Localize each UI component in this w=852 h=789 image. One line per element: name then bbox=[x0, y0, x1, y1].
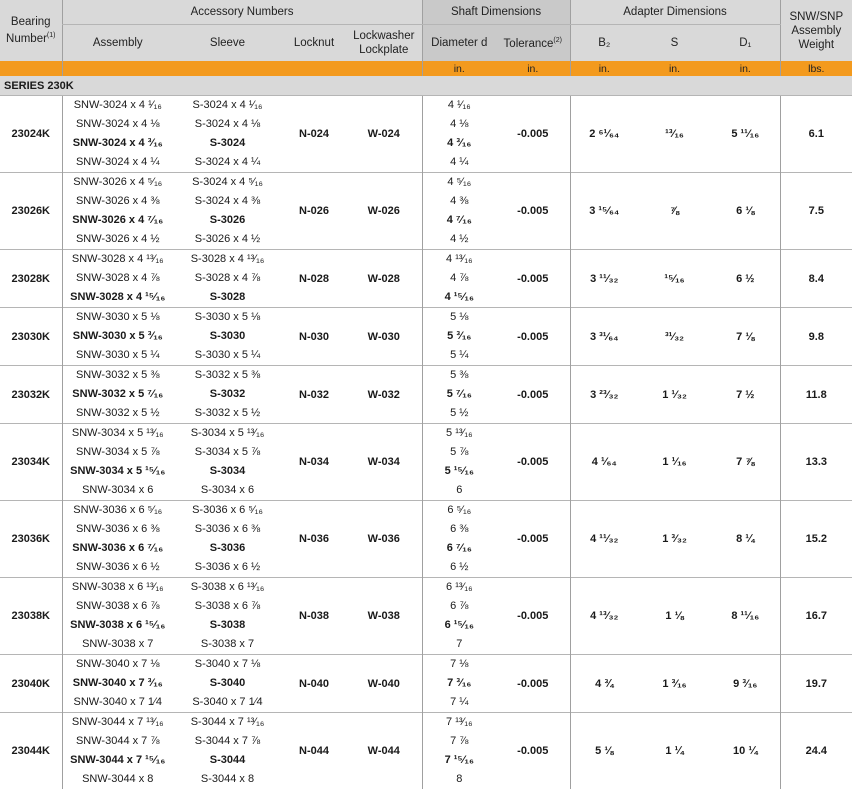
sleeve-cell bbox=[173, 173, 282, 250]
tolerance-cell: -0.005 bbox=[496, 424, 570, 501]
assembly-cell-line: SNW-3032 x 5 ⁷⁄₁₆ bbox=[63, 385, 174, 404]
d1-cell: 7 ⅞ bbox=[711, 424, 780, 501]
diameter-cell-line: 6 bbox=[423, 481, 497, 500]
sleeve-cell-line: S-3044 x 8 bbox=[173, 770, 282, 789]
diameter-cell bbox=[422, 173, 496, 250]
d1-header: D₁ bbox=[711, 25, 780, 62]
weight-cell: 6.1 bbox=[780, 96, 852, 173]
s-cell: 1 ¹⁄₁₆ bbox=[638, 424, 711, 501]
s-cell: 1 ³⁄₃₂ bbox=[638, 501, 711, 578]
sleeve-cell-line: S-3038 x 7 bbox=[173, 635, 282, 654]
assembly-cell-line: SNW-3028 x 4 ¹⁵⁄₁₆ bbox=[63, 288, 174, 307]
table-row bbox=[0, 366, 852, 424]
weight-cell: 15.2 bbox=[780, 501, 852, 578]
assembly-cell-line: SNW-3036 x 6 ½ bbox=[63, 558, 174, 577]
table-row bbox=[0, 308, 852, 366]
b2-cell: 3 ¹⁵⁄₆₄ bbox=[570, 173, 638, 250]
assembly-cell-line: SNW-3034 x 5 ¹³⁄₁₆ bbox=[63, 424, 174, 443]
tolerance-cell: -0.005 bbox=[496, 655, 570, 713]
diameter-cell-line: 6 ⅞ bbox=[423, 597, 497, 616]
diameter-cell-line: 6 ⅜ bbox=[423, 520, 497, 539]
locknut-cell: N-030 bbox=[282, 308, 346, 366]
locknut-cell: N-026 bbox=[282, 173, 346, 250]
diameter-cell-line: 4 ¼ bbox=[423, 153, 497, 172]
lockwasher-cell: W-024 bbox=[346, 96, 422, 173]
diameter-cell bbox=[422, 308, 496, 366]
lockwasher-header: Lockwasher Lockplate bbox=[346, 25, 422, 62]
diameter-cell-line: 7 ⅞ bbox=[423, 732, 497, 751]
assembly-cell bbox=[62, 501, 173, 578]
weight-cell: 13.3 bbox=[780, 424, 852, 501]
locknut-cell: N-028 bbox=[282, 250, 346, 308]
d1-cell: 6 ⅛ bbox=[711, 173, 780, 250]
locknut-cell: N-024 bbox=[282, 96, 346, 173]
sleeve-cell-line: S-3030 x 5 ¼ bbox=[173, 346, 282, 365]
assembly-cell-line: SNW-3040 x 7 ³⁄₁₆ bbox=[63, 674, 174, 693]
assembly-cell-line: SNW-3024 x 4 ⅛ bbox=[63, 115, 174, 134]
sleeve-cell-line: S-3036 x 6 ⅜ bbox=[173, 520, 282, 539]
assembly-cell-line: SNW-3036 x 6 ⁷⁄₁₆ bbox=[63, 539, 174, 558]
assembly-cell-line: SNW-3024 x 4 ¼ bbox=[63, 153, 174, 172]
sleeve-cell-line: S-3028 bbox=[173, 288, 282, 307]
assembly-cell bbox=[62, 578, 173, 655]
weight-cell: 8.4 bbox=[780, 250, 852, 308]
sleeve-cell bbox=[173, 308, 282, 366]
sleeve-cell-line: S-3024 x 4 ⅜ bbox=[173, 192, 282, 211]
s-cell: 1 ⅛ bbox=[638, 578, 711, 655]
unit-s: in. bbox=[638, 61, 711, 76]
bearing-number-cell: 23034K bbox=[0, 424, 62, 501]
diameter-cell-line: 5 ³⁄₁₆ bbox=[423, 327, 497, 346]
b2-cell: 3 ²³⁄₃₂ bbox=[570, 366, 638, 424]
diameter-cell-line: 6 ⁷⁄₁₆ bbox=[423, 539, 497, 558]
diameter-cell-line: 7 ¼ bbox=[423, 693, 497, 712]
weight-cell: 24.4 bbox=[780, 713, 852, 789]
sleeve-cell-line: S-3024 x 4 ¼ bbox=[173, 153, 282, 172]
diameter-cell-line: 5 ½ bbox=[423, 404, 497, 423]
table-row bbox=[0, 713, 852, 789]
sleeve-cell-line: S-3044 bbox=[173, 751, 282, 770]
b2-cell: 4 ¹⁄₆₄ bbox=[570, 424, 638, 501]
weight-cell: 7.5 bbox=[780, 173, 852, 250]
sleeve-cell bbox=[173, 424, 282, 501]
sleeve-header: Sleeve bbox=[173, 25, 282, 62]
diameter-cell-line: 4 ⅜ bbox=[423, 192, 497, 211]
unit-weight: lbs. bbox=[780, 61, 852, 76]
assembly-cell-line: SNW-3024 x 4 ³⁄₁₆ bbox=[63, 134, 174, 153]
d1-cell: 5 ¹¹⁄₁₆ bbox=[711, 96, 780, 173]
sleeve-cell-line: S-3024 x 4 ¹⁄₁₆ bbox=[173, 96, 282, 115]
diameter-cell-line: 4 ⁷⁄₁₆ bbox=[423, 211, 497, 230]
sleeve-cell-line: S-3028 x 4 ⅞ bbox=[173, 269, 282, 288]
sleeve-cell-line: S-3034 bbox=[173, 462, 282, 481]
sleeve-cell-line: S-3032 bbox=[173, 385, 282, 404]
sleeve-cell bbox=[173, 713, 282, 789]
lockwasher-cell: W-026 bbox=[346, 173, 422, 250]
diameter-cell-line: 5 ¹³⁄₁₆ bbox=[423, 424, 497, 443]
d1-cell: 6 ½ bbox=[711, 250, 780, 308]
sleeve-cell-line: S-3040 x 7 ⅛ bbox=[173, 655, 282, 674]
tolerance-cell: -0.005 bbox=[496, 366, 570, 424]
s-cell: ¹⁵⁄₁₆ bbox=[638, 250, 711, 308]
assembly-cell-line: SNW-3034 x 6 bbox=[63, 481, 174, 500]
tolerance-cell: -0.005 bbox=[496, 173, 570, 250]
lockwasher-cell: W-036 bbox=[346, 501, 422, 578]
sleeve-cell-line: S-3036 x 6 ½ bbox=[173, 558, 282, 577]
diameter-cell-line: 8 bbox=[423, 770, 497, 789]
assembly-cell bbox=[62, 655, 173, 713]
bearing-number-cell: 23024K bbox=[0, 96, 62, 173]
assembly-cell-line: SNW-3034 x 5 ⅞ bbox=[63, 443, 174, 462]
bearing-number-cell: 23026K bbox=[0, 173, 62, 250]
diameter-cell-line: 4 ½ bbox=[423, 230, 497, 249]
tolerance-cell: -0.005 bbox=[496, 250, 570, 308]
diameter-cell-line: 5 ¹⁵⁄₁₆ bbox=[423, 462, 497, 481]
diameter-cell-line: 7 ⅛ bbox=[423, 655, 497, 674]
sleeve-cell bbox=[173, 366, 282, 424]
assembly-cell-line: SNW-3028 x 4 ¹³⁄₁₆ bbox=[63, 250, 174, 269]
locknut-cell: N-036 bbox=[282, 501, 346, 578]
accessory-numbers-header: Accessory Numbers bbox=[62, 0, 422, 25]
s-cell: 1 ¼ bbox=[638, 713, 711, 789]
locknut-cell: N-032 bbox=[282, 366, 346, 424]
sleeve-cell-line: S-3036 x 6 ⁵⁄₁₆ bbox=[173, 501, 282, 520]
sleeve-cell-line: S-3034 x 6 bbox=[173, 481, 282, 500]
assembly-cell-line: SNW-3030 x 5 ⅛ bbox=[63, 308, 174, 327]
diameter-cell-line: 6 ⁵⁄₁₆ bbox=[423, 501, 497, 520]
locknut-cell: N-044 bbox=[282, 713, 346, 789]
table-row bbox=[0, 96, 852, 173]
locknut-cell: N-040 bbox=[282, 655, 346, 713]
assembly-cell-line: SNW-3032 x 5 ½ bbox=[63, 404, 174, 423]
assembly-cell-line: SNW-3038 x 6 ¹⁵⁄₁₆ bbox=[63, 616, 174, 635]
s-header: S bbox=[638, 25, 711, 62]
shaft-dimensions-header: Shaft Dimensions bbox=[422, 0, 570, 25]
assembly-cell-line: SNW-3036 x 6 ⁵⁄₁₆ bbox=[63, 501, 174, 520]
bearing-number-cell: 23044K bbox=[0, 713, 62, 789]
diameter-cell bbox=[422, 96, 496, 173]
diameter-cell-line: 4 ³⁄₁₆ bbox=[423, 134, 497, 153]
weight-cell: 11.8 bbox=[780, 366, 852, 424]
table-row bbox=[0, 173, 852, 250]
unit-b2: in. bbox=[570, 61, 638, 76]
units-row bbox=[0, 61, 852, 76]
assembly-cell-line: SNW-3030 x 5 ³⁄₁₆ bbox=[63, 327, 174, 346]
assembly-cell-line: SNW-3026 x 4 ⁷⁄₁₆ bbox=[63, 211, 174, 230]
table-row bbox=[0, 578, 852, 655]
assembly-cell-line: SNW-3034 x 5 ¹⁵⁄₁₆ bbox=[63, 462, 174, 481]
diameter-cell bbox=[422, 713, 496, 789]
d1-cell: 8 ¹¹⁄₁₆ bbox=[711, 578, 780, 655]
sleeve-cell bbox=[173, 655, 282, 713]
lockwasher-cell: W-032 bbox=[346, 366, 422, 424]
bearing-number-cell: 23036K bbox=[0, 501, 62, 578]
sleeve-cell-line: S-3038 bbox=[173, 616, 282, 635]
diameter-cell-line: 4 ¹⁵⁄₁₆ bbox=[423, 288, 497, 307]
assembly-cell-line: SNW-3024 x 4 ¹⁄₁₆ bbox=[63, 96, 174, 115]
assembly-cell bbox=[62, 366, 173, 424]
locknut-cell: N-034 bbox=[282, 424, 346, 501]
assembly-cell bbox=[62, 96, 173, 173]
sleeve-cell bbox=[173, 96, 282, 173]
diameter-cell-line: 4 ¹⁄₁₆ bbox=[423, 96, 497, 115]
diameter-header: Diameter d bbox=[422, 25, 496, 62]
sleeve-cell bbox=[173, 578, 282, 655]
lockwasher-cell: W-030 bbox=[346, 308, 422, 366]
diameter-cell-line: 5 ⅞ bbox=[423, 443, 497, 462]
diameter-cell-line: 7 ¹³⁄₁₆ bbox=[423, 713, 497, 732]
assembly-cell-line: SNW-3026 x 4 ½ bbox=[63, 230, 174, 249]
assembly-cell-line: SNW-3044 x 8 bbox=[63, 770, 174, 789]
sleeve-cell-line: S-3032 x 5 ⅜ bbox=[173, 366, 282, 385]
assembly-cell-line: SNW-3044 x 7 ¹³⁄₁₆ bbox=[63, 713, 174, 732]
assembly-cell-line: SNW-3044 x 7 ¹⁵⁄₁₆ bbox=[63, 751, 174, 770]
assembly-cell bbox=[62, 424, 173, 501]
tolerance-cell: -0.005 bbox=[496, 578, 570, 655]
bearing-number-cell: 23030K bbox=[0, 308, 62, 366]
sleeve-cell-line: S-3044 x 7 ¹³⁄₁₆ bbox=[173, 713, 282, 732]
assembly-cell-line: SNW-3038 x 6 ⅞ bbox=[63, 597, 174, 616]
diameter-cell-line: 5 ¼ bbox=[423, 346, 497, 365]
s-cell: ¹³⁄₁₆ bbox=[638, 96, 711, 173]
assembly-cell-line: SNW-3040 x 7 1⁄4 bbox=[63, 693, 174, 712]
s-cell: ³¹⁄₃₂ bbox=[638, 308, 711, 366]
sleeve-cell-line: S-3040 x 7 1⁄4 bbox=[173, 693, 282, 712]
assembly-cell-line: SNW-3038 x 6 ¹³⁄₁₆ bbox=[63, 578, 174, 597]
assembly-cell bbox=[62, 250, 173, 308]
sleeve-cell-line: S-3038 x 6 ¹³⁄₁₆ bbox=[173, 578, 282, 597]
diameter-cell-line: 6 ¹³⁄₁₆ bbox=[423, 578, 497, 597]
lockwasher-cell: W-038 bbox=[346, 578, 422, 655]
assembly-header: Assembly bbox=[62, 25, 173, 62]
unit-d1: in. bbox=[711, 61, 780, 76]
diameter-cell-line: 6 ½ bbox=[423, 558, 497, 577]
tolerance-header: Tolerance$^{(2)}$ bbox=[496, 25, 570, 62]
assembly-cell-line: SNW-3026 x 4 ⅜ bbox=[63, 192, 174, 211]
s-cell: ⅞ bbox=[638, 173, 711, 250]
weight-cell: 9.8 bbox=[780, 308, 852, 366]
table-row bbox=[0, 501, 852, 578]
diameter-cell-line: 7 ¹⁵⁄₁₆ bbox=[423, 751, 497, 770]
diameter-cell-line: 4 ¹³⁄₁₆ bbox=[423, 250, 497, 269]
adapter-dimensions-header: Adapter Dimensions bbox=[570, 0, 780, 25]
unit-tolerance: in. bbox=[496, 61, 570, 76]
sleeve-cell-line: S-3028 x 4 ¹³⁄₁₆ bbox=[173, 250, 282, 269]
diameter-cell-line: 6 ¹⁵⁄₁₆ bbox=[423, 616, 497, 635]
sleeve-cell-line: S-3036 bbox=[173, 539, 282, 558]
assembly-cell-line: SNW-3028 x 4 ⅞ bbox=[63, 269, 174, 288]
diameter-cell-line: 5 ⅛ bbox=[423, 308, 497, 327]
table-row bbox=[0, 250, 852, 308]
tolerance-cell: -0.005 bbox=[496, 96, 570, 173]
assembly-cell-line: SNW-3044 x 7 ⅞ bbox=[63, 732, 174, 751]
lockwasher-cell: W-028 bbox=[346, 250, 422, 308]
b2-cell: 4 ¾ bbox=[570, 655, 638, 713]
diameter-cell bbox=[422, 366, 496, 424]
bearing-number-cell: 23032K bbox=[0, 366, 62, 424]
lockwasher-cell: W-034 bbox=[346, 424, 422, 501]
diameter-cell bbox=[422, 250, 496, 308]
bearing-number-header: Bearing Number$^{(1)}$ bbox=[0, 0, 62, 61]
assembly-cell-line: SNW-3030 x 5 ¼ bbox=[63, 346, 174, 365]
bearing-number-cell: 23028K bbox=[0, 250, 62, 308]
locknut-header: Locknut bbox=[282, 25, 346, 62]
sleeve-cell-line: S-3026 x 4 ½ bbox=[173, 230, 282, 249]
assembly-cell bbox=[62, 308, 173, 366]
d1-cell: 10 ¼ bbox=[711, 713, 780, 789]
b2-cell: 2 ⁶¹⁄₆₄ bbox=[570, 96, 638, 173]
tolerance-cell: -0.005 bbox=[496, 713, 570, 789]
diameter-cell-line: 7 bbox=[423, 635, 497, 654]
assembly-weight-header: SNW/SNP Assembly Weight bbox=[780, 0, 852, 61]
weight-cell: 16.7 bbox=[780, 578, 852, 655]
assembly-cell-line: SNW-3040 x 7 ⅛ bbox=[63, 655, 174, 674]
weight-cell: 19.7 bbox=[780, 655, 852, 713]
assembly-cell-line: SNW-3026 x 4 ⁵⁄₁₆ bbox=[63, 173, 174, 192]
sleeve-cell-line: S-3024 bbox=[173, 134, 282, 153]
sleeve-cell-line: S-3024 x 4 ⁵⁄₁₆ bbox=[173, 173, 282, 192]
b2-cell: 4 ¹¹⁄₃₂ bbox=[570, 501, 638, 578]
sleeve-cell bbox=[173, 501, 282, 578]
assembly-cell bbox=[62, 173, 173, 250]
diameter-cell-line: 5 ⁷⁄₁₆ bbox=[423, 385, 497, 404]
sleeve-cell-line: S-3030 x 5 ⅛ bbox=[173, 308, 282, 327]
sleeve-cell-line: S-3034 x 5 ¹³⁄₁₆ bbox=[173, 424, 282, 443]
sleeve-cell-line: S-3040 bbox=[173, 674, 282, 693]
sleeve-cell-line: S-3030 bbox=[173, 327, 282, 346]
b2-cell: 4 ¹³⁄₃₂ bbox=[570, 578, 638, 655]
sleeve-cell-line: S-3038 x 6 ⅞ bbox=[173, 597, 282, 616]
diameter-cell-line: 5 ⅜ bbox=[423, 366, 497, 385]
locknut-cell: N-038 bbox=[282, 578, 346, 655]
b2-header: B₂ bbox=[570, 25, 638, 62]
table-body bbox=[0, 96, 852, 789]
sleeve-cell-line: S-3044 x 7 ⅞ bbox=[173, 732, 282, 751]
diameter-cell bbox=[422, 501, 496, 578]
lockwasher-cell: W-044 bbox=[346, 713, 422, 789]
diameter-cell bbox=[422, 578, 496, 655]
b2-cell: 5 ⅛ bbox=[570, 713, 638, 789]
table-row bbox=[0, 655, 852, 713]
d1-cell: 8 ¼ bbox=[711, 501, 780, 578]
diameter-cell-line: 4 ⅞ bbox=[423, 269, 497, 288]
diameter-cell bbox=[422, 424, 496, 501]
sleeve-cell-line: S-3024 x 4 ⅛ bbox=[173, 115, 282, 134]
s-cell: 1 ³⁄₁₆ bbox=[638, 655, 711, 713]
sleeve-cell-line: S-3034 x 5 ⅞ bbox=[173, 443, 282, 462]
s-cell: 1 ¹⁄₃₂ bbox=[638, 366, 711, 424]
d1-cell: 7 ½ bbox=[711, 366, 780, 424]
d1-cell: 7 ⅛ bbox=[711, 308, 780, 366]
diameter-cell-line: 7 ³⁄₁₆ bbox=[423, 674, 497, 693]
series-label: SERIES 230K bbox=[0, 76, 852, 96]
d1-cell: 9 ³⁄₁₆ bbox=[711, 655, 780, 713]
assembly-cell-line: SNW-3036 x 6 ⅜ bbox=[63, 520, 174, 539]
unit-diameter: in. bbox=[422, 61, 496, 76]
bearing-number-cell: 23040K bbox=[0, 655, 62, 713]
bearing-number-cell: 23038K bbox=[0, 578, 62, 655]
b2-cell: 3 ³¹⁄₆₄ bbox=[570, 308, 638, 366]
tolerance-cell: -0.005 bbox=[496, 308, 570, 366]
assembly-cell bbox=[62, 713, 173, 789]
tolerance-cell: -0.005 bbox=[496, 501, 570, 578]
diameter-cell bbox=[422, 655, 496, 713]
diameter-cell-line: 4 ⁵⁄₁₆ bbox=[423, 173, 497, 192]
sleeve-cell bbox=[173, 250, 282, 308]
diameter-cell-line: 4 ⅛ bbox=[423, 115, 497, 134]
b2-cell: 3 ¹¹⁄₃₂ bbox=[570, 250, 638, 308]
assembly-cell-line: SNW-3038 x 7 bbox=[63, 635, 174, 654]
assembly-cell-line: SNW-3032 x 5 ⅜ bbox=[63, 366, 174, 385]
sleeve-cell-line: S-3032 x 5 ½ bbox=[173, 404, 282, 423]
lockwasher-cell: W-040 bbox=[346, 655, 422, 713]
table-row bbox=[0, 424, 852, 501]
sleeve-cell-line: S-3026 bbox=[173, 211, 282, 230]
